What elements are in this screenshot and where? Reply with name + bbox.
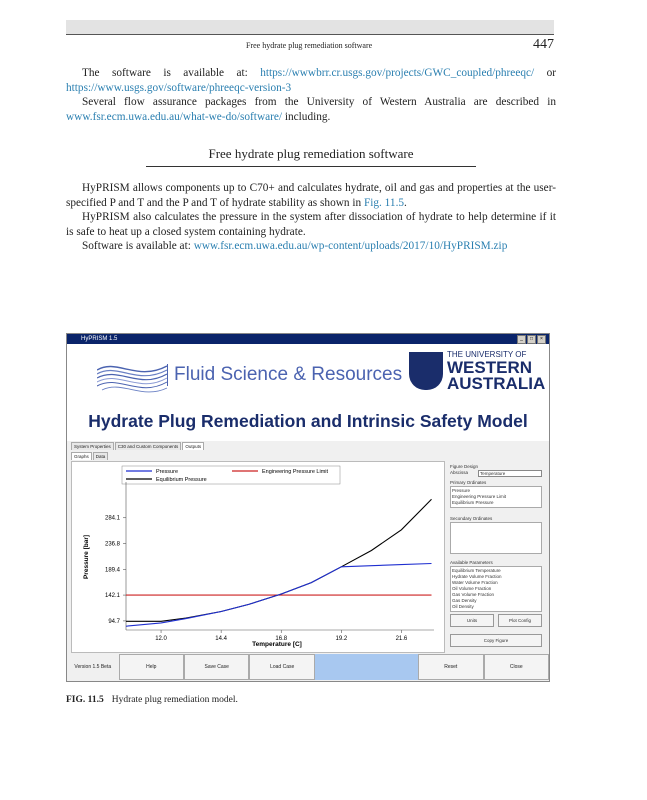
maximize-icon[interactable]: □	[527, 335, 536, 344]
plot-config-button[interactable]: Plot Config	[498, 614, 542, 627]
paragraph-hyprism-intro: HyPRISM allows components up to C70+ and calculates hydrate, oil and gas and properties at the user-specified P and T and the P and T of hydrate stability as shown in Fig. 11.5.	[66, 182, 556, 209]
units-button[interactable]: Units	[450, 614, 494, 627]
minimize-icon[interactable]: _	[517, 335, 526, 344]
pressure-temperature-chart	[72, 462, 444, 652]
legend-pressure-label: Pressure	[156, 469, 179, 475]
version-label: Version 1.5 Beta	[74, 664, 112, 670]
window-titlebar	[67, 334, 549, 344]
y-tick-label: 94.7	[108, 618, 120, 625]
list-item[interactable]: Equilibrium Pressure	[452, 500, 494, 505]
legend-limit-label: Engineering Pressure Limit	[262, 469, 329, 475]
chart-panel	[71, 461, 445, 653]
tab-graphs[interactable]: Graphs	[71, 452, 92, 460]
load-case-button[interactable]: Load Case	[249, 654, 314, 680]
uwa-software-link[interactable]: www.fsr.ecm.uwa.edu.au/what-we-do/software/	[66, 110, 283, 123]
y-tick-label: 236.8	[104, 541, 120, 548]
help-button[interactable]: Help	[119, 654, 184, 680]
phreeqc-link-2[interactable]: https://www.usgs.gov/software/phreeqc-version-3	[66, 81, 292, 94]
section-heading: Free hydrate plug remediation software	[146, 146, 476, 167]
x-tick-label: 14.4	[215, 636, 227, 642]
copy-figure-button[interactable]: Copy Figure	[450, 634, 542, 647]
y-tick-label: 284.1	[104, 515, 120, 522]
caption-label: FIG. 11.5	[66, 695, 104, 705]
hyprism-window	[66, 333, 550, 682]
abscissa-select[interactable]: Temperature	[478, 470, 542, 477]
page-top-band	[66, 20, 554, 34]
tab-c30-components[interactable]: C30 and Custom Components	[115, 442, 182, 450]
tab-outputs[interactable]: Outputs	[182, 442, 204, 450]
bottom-toolbar	[67, 654, 549, 680]
figure-reference-link[interactable]: Fig. 11.5	[363, 196, 405, 209]
phreeqc-link-1[interactable]: https://wwwbrr.cr.usgs.gov/projects/GWC_coupled/phreeqc/	[260, 67, 535, 79]
primary-ordinates-list[interactable]	[450, 486, 542, 508]
y-tick-label: 142.1	[104, 593, 120, 600]
fsr-wave-logo	[97, 352, 177, 402]
x-tick-label: 19.2	[335, 636, 348, 642]
list-item[interactable]: Gas Volume Fraction	[452, 592, 495, 597]
y-axis-label: Pressure [bar]	[83, 534, 90, 580]
app-banner	[67, 344, 549, 441]
tab-system-properties[interactable]: System Properties	[71, 442, 114, 450]
output-subtabs	[71, 452, 109, 460]
list-item[interactable]: Hydrate Volume Fraction	[452, 574, 502, 579]
main-tabs	[71, 442, 205, 450]
reset-button[interactable]: Reset	[418, 654, 483, 680]
available-parameters-list[interactable]	[450, 566, 542, 612]
list-item[interactable]: Engineering Pressure Limit	[452, 494, 507, 499]
caption-text: Hydrate plug remediation model.	[111, 695, 238, 705]
status-area	[315, 654, 418, 680]
x-axis-label: Temperature [C]	[252, 641, 302, 648]
equilibrium-pressure-line	[126, 499, 432, 621]
uwa-logo: THE UNIVERSITY OF WESTERN AUSTRALIA	[409, 346, 544, 396]
page-number: 447	[533, 37, 554, 52]
list-item[interactable]: Pressure	[452, 488, 471, 493]
legend-equilibrium-label: Equilibrium Pressure	[156, 477, 207, 483]
list-item[interactable]: Oil Volume Fraction	[452, 586, 492, 591]
tab-data[interactable]: Data	[93, 452, 109, 460]
paragraph-download: Software is available at: www.fsr.ecm.uwa.edu.au/wp-content/uploads/2017/10/HyPRISM.zip	[82, 240, 508, 252]
list-item[interactable]: Water Volume Fraction	[452, 580, 498, 585]
list-item[interactable]: Equilibrium Temperature	[452, 568, 501, 573]
figure-design-panel: Figure Design Abscissa Temperature Primary Ordinates Pressure Engineering Pressure Limit Equilibrium Pressure Secondary Ordinates Available Parameters Equilibrium Temperature Hydrate Volume Fraction Water Volume Fraction Oil Volume Fraction Gas Volume Fraction Gas Density Oil Density Units Plot Config Copy Figure	[447, 461, 545, 651]
list-item[interactable]: Gas Density	[452, 598, 477, 603]
close-button[interactable]: Close	[484, 654, 549, 680]
close-icon[interactable]: ×	[537, 335, 546, 344]
figure-caption	[66, 695, 238, 705]
save-case-button[interactable]: Save Case	[184, 654, 249, 680]
window-title: HyPRISM 1.5	[81, 336, 118, 342]
x-tick-label: 12.0	[155, 636, 167, 642]
paragraph-hyprism-pressure: HyPRISM also calculates the pressure in the system after dissociation of hydrate to help determine if it is safe to heat up a closed system containing hydrate.	[66, 211, 556, 238]
uwa-crest-icon	[409, 352, 443, 390]
secondary-ordinates-list[interactable]	[450, 522, 542, 554]
list-item[interactable]: Oil Density	[452, 604, 474, 609]
legend	[122, 466, 340, 484]
y-tick-label: 189.4	[104, 567, 120, 574]
paragraph-phreeqc: The software is available at: https://wwwbrr.cr.usgs.gov/projects/GWC_coupled/phreeqc/ or https://www.usgs.gov/software/phreeqc-version-3	[66, 67, 556, 94]
page-header	[66, 34, 554, 53]
fsr-logo-text: Fluid Science & Resources	[167, 364, 402, 386]
hyprism-download-link[interactable]: www.fsr.ecm.uwa.edu.au/wp-content/uploads/2017/10/HyPRISM.zip	[193, 240, 508, 252]
x-tick-label: 16.8	[275, 636, 288, 642]
app-title: Hydrate Plug Remediation and Intrinsic Safety Model	[88, 411, 528, 431]
x-tick-label: 21.6	[395, 636, 408, 642]
running-title: Free hydrate plug remediation software	[246, 41, 373, 50]
paragraph-uwa-packages: Several flow assurance packages from the University of Western Australia are described in www.fsr.ecm.uwa.edu.au/what-we-do/software/ including.	[66, 96, 556, 123]
